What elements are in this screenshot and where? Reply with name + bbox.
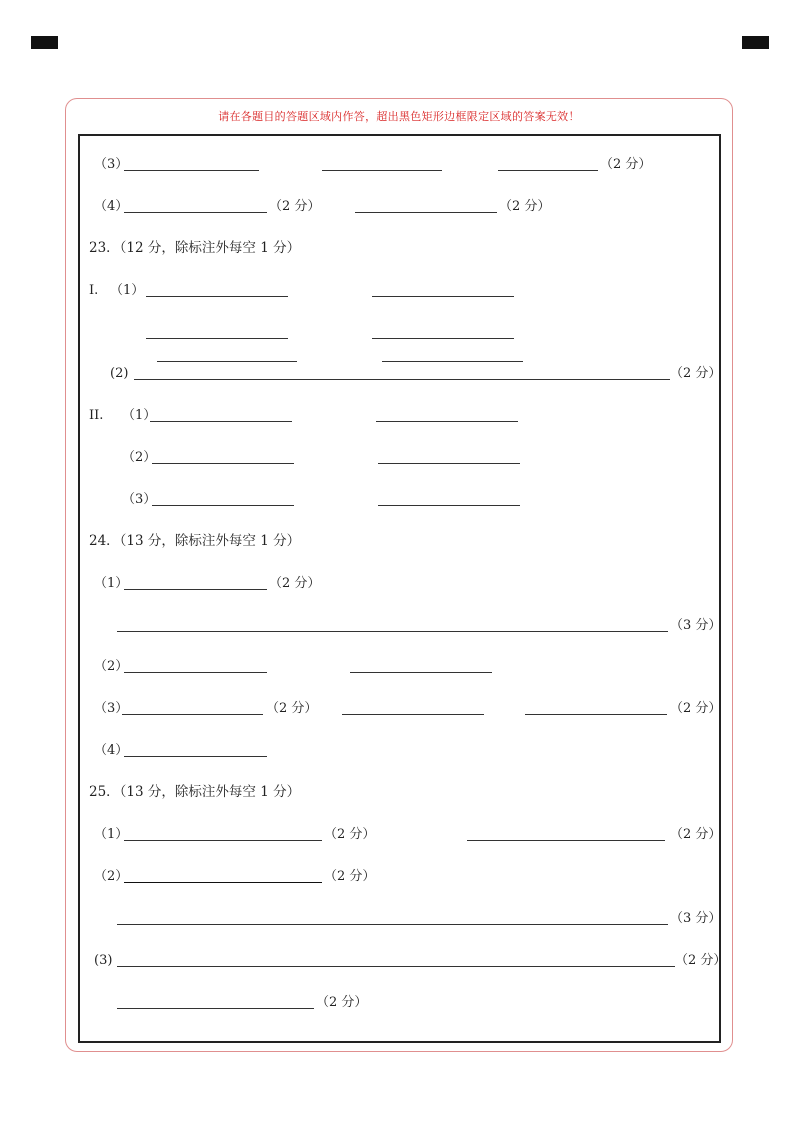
answer-blank[interactable] <box>525 714 667 715</box>
answer-blank[interactable] <box>124 756 267 757</box>
answer-blank[interactable] <box>372 338 514 339</box>
score-label: （3 分） <box>670 618 722 633</box>
answer-blank[interactable] <box>382 361 523 362</box>
answer-blank[interactable] <box>498 170 598 171</box>
answer-blank[interactable] <box>124 882 322 883</box>
score-label: （2 分） <box>499 199 551 214</box>
answer-blank-long[interactable] <box>117 966 675 967</box>
score-label: （2 分） <box>600 157 652 172</box>
answer-blank[interactable] <box>117 1008 314 1009</box>
answer-blank[interactable] <box>146 338 288 339</box>
item-label-3: （3） <box>94 701 129 716</box>
item-label-3: （3） <box>122 492 157 507</box>
answer-blank-long[interactable] <box>134 379 670 380</box>
score-label: （2 分） <box>324 869 376 884</box>
answer-blank[interactable] <box>124 672 267 673</box>
part-roman-1: I. <box>89 283 99 298</box>
question-23-title: 23．（12 分，除标注外每空 1 分） <box>89 240 301 256</box>
answer-blank[interactable] <box>152 505 294 506</box>
answer-blank[interactable] <box>378 505 520 506</box>
part-roman-2: II. <box>89 408 104 423</box>
answer-blank[interactable] <box>124 840 322 841</box>
answer-blank[interactable] <box>350 672 492 673</box>
answer-blank[interactable] <box>124 170 259 171</box>
score-label: （2 分） <box>269 576 321 591</box>
item-label-3: （3） <box>94 157 129 172</box>
answer-blank[interactable] <box>157 361 297 362</box>
answer-blank[interactable] <box>372 296 514 297</box>
answer-blank[interactable] <box>376 421 518 422</box>
answer-blank[interactable] <box>378 463 520 464</box>
answer-box <box>78 134 727 1043</box>
score-label: （2 分） <box>670 827 722 842</box>
item-label-4: （4） <box>94 199 129 214</box>
question-24-title: 24．（13 分，除标注外每空 1 分） <box>89 533 301 549</box>
score-label: （2 分） <box>670 701 722 716</box>
answer-blank[interactable] <box>124 589 267 590</box>
answer-blank[interactable] <box>152 463 294 464</box>
boundary-notice: 请在各题目的答题区域内作答，超出黑色矩形边框限定区域的答案无效！ <box>218 110 580 123</box>
item-label-2: （2） <box>94 869 129 884</box>
question-25-title: 25．（13 分，除标注外每空 1 分） <box>89 784 301 800</box>
score-label: （2 分） <box>324 827 376 842</box>
answer-blank-long[interactable] <box>117 631 668 632</box>
answer-blank[interactable] <box>122 714 263 715</box>
alignment-mark-left <box>31 36 58 49</box>
answer-region-outer-border <box>65 98 733 1052</box>
item-label-2: (2) <box>110 366 129 381</box>
item-label-1: （1） <box>94 576 129 591</box>
item-label-4: （4） <box>94 743 129 758</box>
score-label: （2 分） <box>266 701 318 716</box>
answer-blank[interactable] <box>124 212 267 213</box>
answer-blank-long[interactable] <box>117 924 668 925</box>
score-label: （2 分） <box>670 366 722 381</box>
answer-blank[interactable] <box>355 212 497 213</box>
answer-blank[interactable] <box>150 421 292 422</box>
score-label: （3 分） <box>670 911 722 926</box>
item-label-1: （1） <box>110 283 145 298</box>
score-label: （2 分） <box>675 953 727 968</box>
score-label: （2 分） <box>316 995 368 1010</box>
item-label-2: （2） <box>122 450 157 465</box>
item-label-1: （1） <box>94 827 129 842</box>
item-label-1: （1） <box>122 408 157 423</box>
answer-blank[interactable] <box>467 840 665 841</box>
answer-blank[interactable] <box>322 170 442 171</box>
item-label-3: (3) <box>94 953 113 968</box>
answer-blank[interactable] <box>342 714 484 715</box>
answer-blank[interactable] <box>146 296 288 297</box>
score-label: （2 分） <box>269 199 321 214</box>
item-label-2: （2） <box>94 659 129 674</box>
alignment-mark-right <box>742 36 769 49</box>
